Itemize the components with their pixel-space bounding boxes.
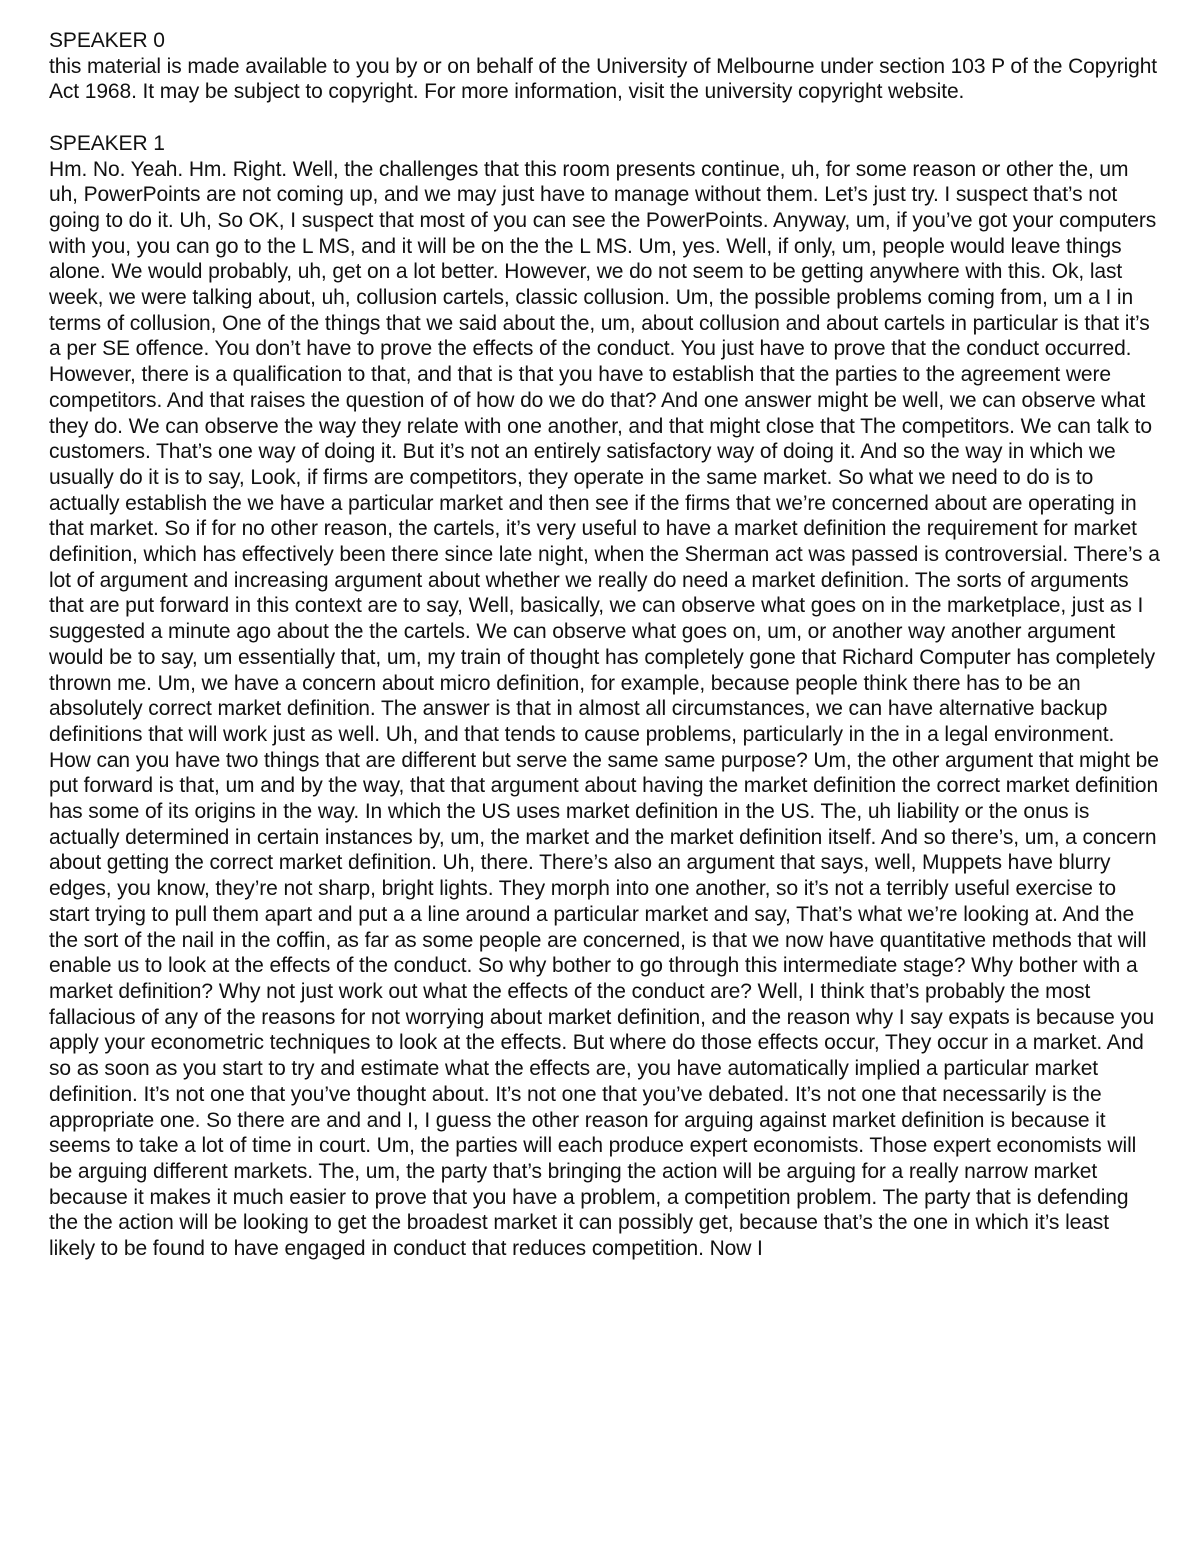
speaker-text: this material is made available to you by or on behalf of the University of Melbourne under section 103 P of the Copyright Act 1968. It may be subject to copyright. For more information, visit the university copyright website. — [49, 54, 1158, 104]
speaker-label: SPEAKER 1 — [49, 131, 165, 155]
speaker-1-block — [49, 131, 1160, 1262]
speaker-0-block — [49, 28, 1160, 105]
speaker-text: Hm. No. Yeah. Hm. Right. Well, the challenges that this room presents continue, uh, for some reason or other the, um uh, PowerPoints are not coming up, and we may just have to manage without them. Let’s just try. I suspect that’s not going to do it. Uh, So OK, I suspect that most of you can see the PowerPoints. Anyway, um, if you’ve got your computers with you, you can go to the L MS, and it will be on the the L MS. Um, yes. Well, if only, um, people would leave things alone. We would probably, uh, get on a lot better. However, we do not seem to be getting anywhere with this. Ok, last week, we were talking about, uh, collusion cartels, classic collusion. Um, the possible problems coming from, um a I in terms of collusion, One of the things that we said about the, um, about collusion and about cartels in particular is that it’s a per SE offence. You don’t have to prove the effects of the conduct. You just have to prove that the conduct occurred. However, there is a qualification to that, and that is that you have to establish that the parties to the agreement were competitors. And that raises the question of of how do we do that? And one answer might be well, we can observe what they do. We can observe the way they relate with one another, and that might close that The competitors. We can talk to customers. That’s one way of doing it. But it’s not an entirely satisfactory way of doing it. And so the way in which we usually do it is to say, Look, if firms are competitors, they operate in the same market. So what we need to do is to actually establish the we have a particular market and then see if the firms that we’re concerned about are operating in that market. So if for no other reason, the cartels, it’s very useful to have a market definition the requirement for market definition, which has effectively been there since late night, when the Sherman act was passed is controversial. There’s a lot of argument and increasing argument about whether we really do need a market definition. The sorts of arguments that are put forward in this context are to say, Well, basically, we can observe what goes on in the marketplace, just as I suggested a minute ago about the the cartels. We can observe what goes on, um, or another way another argument would be to say, um essentially that, um, my train of thought has completely gone that Richard Computer has completely thrown me. Um, we have a concern about micro definition, for example, because people think there has to be an absolutely correct market definition. The answer is that in almost all circumstances, we can have alternative backup definitions that will work just as well. Uh, and that tends to cause problems, particularly in the in a legal environment. How can you have two things that are different but serve the same same purpose? Um, the other argument that might be put forward is that, um and by the way, that that argument about having the market definition the correct market definition has some of its origins in the way. In which the US uses market definition in the US. The, uh liability or the onus is actually determined in certain instances by, um, the market and the market definition itself. And so there’s, um, a concern about getting the correct market definition. Uh, there. There’s also an argument that says, well, Muppets have blurry edges, you know, they’re not sharp, bright lights. They morph into one another, so it’s not a terribly useful exercise to start trying to pull them apart and put a a line around a particular market and say, That’s what we’re looking at. And the the sort of the nail in the coffin, as far as some people are concerned, is that we now have quantitative methods that will enable us to look at the effects of the conduct. So why bother to go through this intermediate stage? Why bother with a market definition? Why not just work out what the effects of the conduct are? Well, I think that’s probably the most fallacious of any of the reasons for not worrying about market definition, and the reason why I say expats is because you apply your econometric techniques to look at the effects. But where do those effects occur, They occur in a market. And so as soon as you start to try and estimate what the effects are, you have automatically implied a particular market definition. It’s not one that you’ve thought about. It’s not one that you’ve debated. It’s not one that necessarily is the appropriate one. So there are and and I, I guess the other reason for arguing against market definition is because it seems to take a lot of time in court. Um, the parties will each produce expert economists. Those expert economists will be arguing different markets. The, um, the party that’s bringing the action will be arguing for a really narrow market because it makes it much easier to prove that you have a problem, a competition problem. The party that is defending the the action will be looking to get the broadest market it can possibly get, because that’s the one in which it’s least likely to be found to have engaged in conduct that reduces competition. Now I — [49, 157, 1160, 1261]
speaker-label: SPEAKER 0 — [49, 29, 165, 52]
